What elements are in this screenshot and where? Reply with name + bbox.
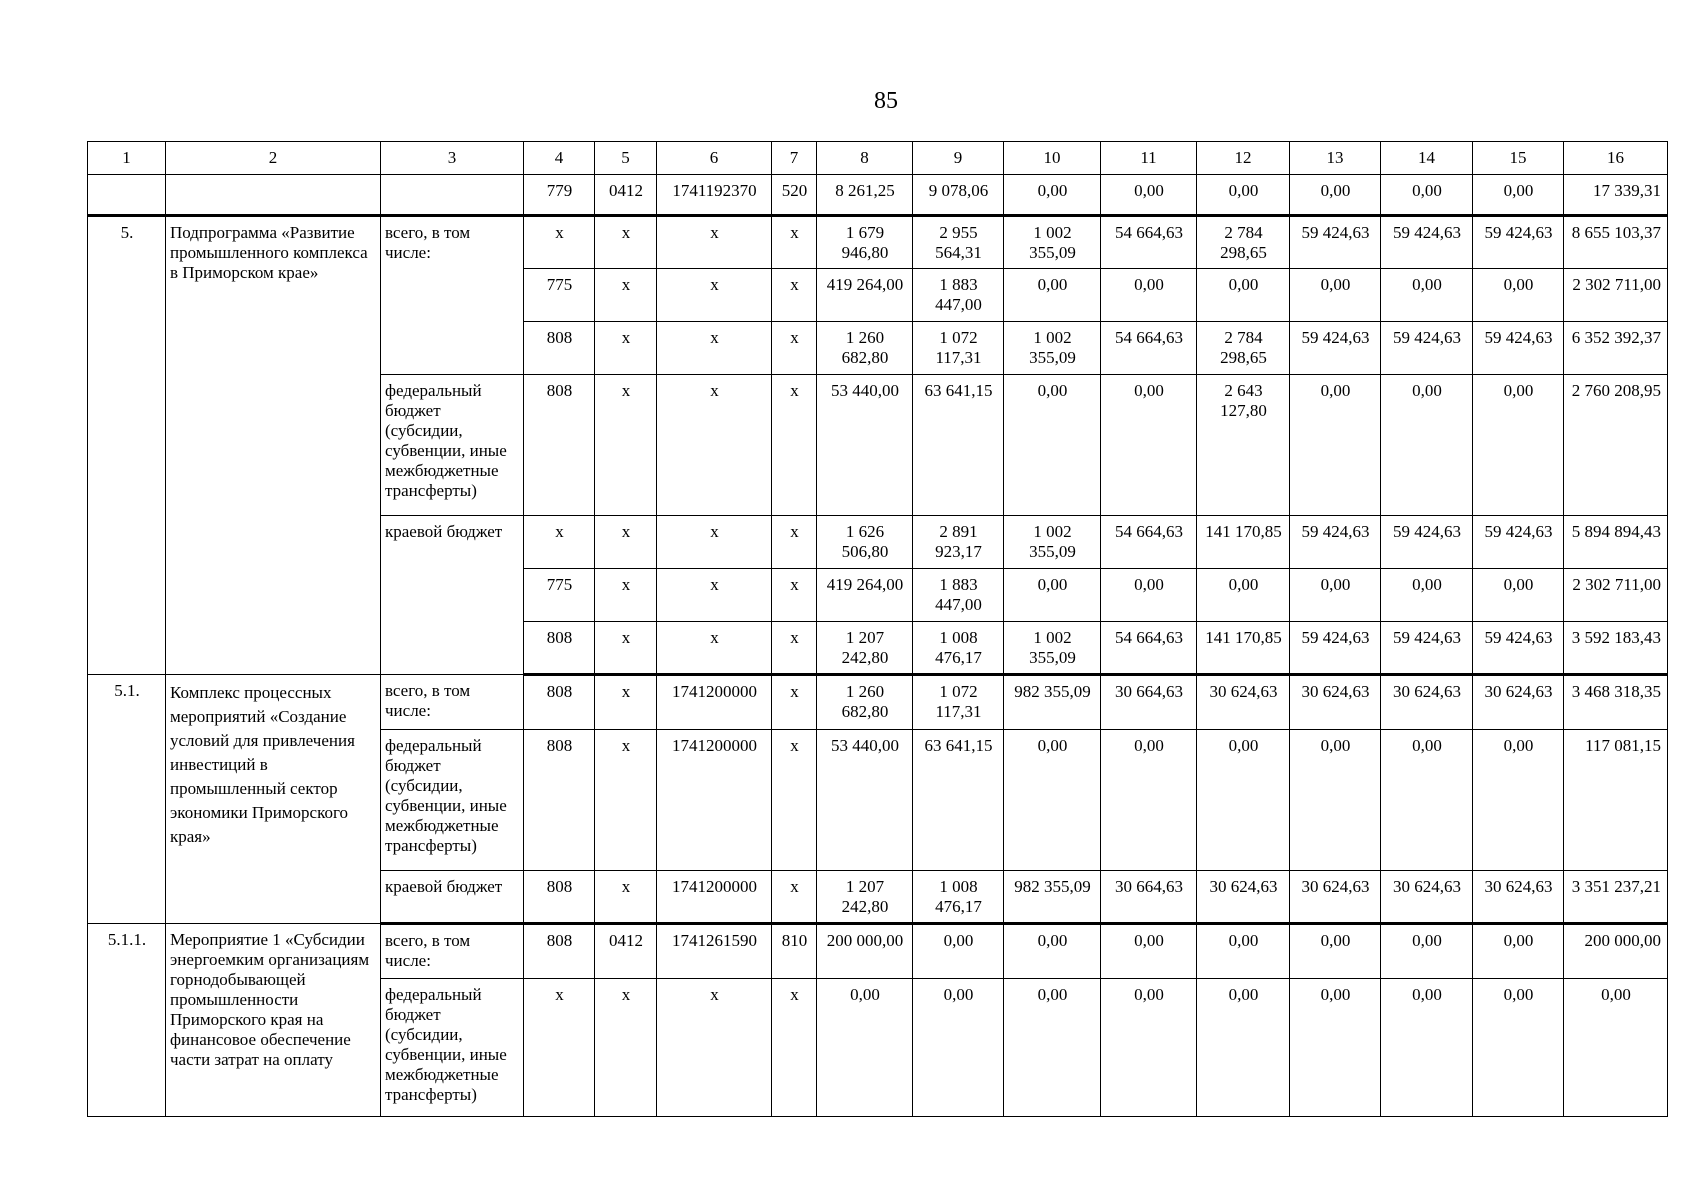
value-cell: 0,00 xyxy=(1101,924,1197,979)
value-cell: 0,00 xyxy=(1004,375,1101,516)
value-cell: 0,00 xyxy=(1473,569,1564,622)
value-cell: 59 424,63 xyxy=(1290,322,1381,375)
value-cell: 3 468 318,35 xyxy=(1564,675,1668,730)
value-cell: 0,00 xyxy=(1473,175,1564,216)
header-cell: 15 xyxy=(1473,142,1564,175)
value-cell: 30 624,63 xyxy=(1473,871,1564,924)
value-cell: x xyxy=(595,730,657,871)
value-cell: x xyxy=(657,979,772,1117)
value-cell: x xyxy=(595,269,657,322)
value-cell: x xyxy=(595,979,657,1117)
value-cell: 1 626 506,80 xyxy=(817,516,913,569)
value-cell: 2 784 298,65 xyxy=(1197,216,1290,269)
value-cell: x xyxy=(772,322,817,375)
header-cell: 16 xyxy=(1564,142,1668,175)
value-cell: 3 592 183,43 xyxy=(1564,622,1668,675)
value-cell: x xyxy=(524,979,595,1117)
value-cell: 2 891 923,17 xyxy=(913,516,1004,569)
value-cell: x xyxy=(595,516,657,569)
value-cell: 30 624,63 xyxy=(1381,871,1473,924)
row-source: всего, в том числе: xyxy=(381,924,524,979)
value-cell: 0,00 xyxy=(1101,269,1197,322)
value-cell: 1 207 242,80 xyxy=(817,871,913,924)
row-number xyxy=(88,175,166,216)
value-cell: 5 894 894,43 xyxy=(1564,516,1668,569)
value-cell: 419 264,00 xyxy=(817,569,913,622)
value-cell: 0,00 xyxy=(1197,730,1290,871)
value-cell: 0,00 xyxy=(1381,730,1473,871)
value-cell: x xyxy=(595,675,657,730)
value-cell: 0,00 xyxy=(1101,979,1197,1117)
header-cell: 2 xyxy=(166,142,381,175)
value-cell: 0,00 xyxy=(1101,569,1197,622)
value-cell: x xyxy=(524,516,595,569)
value-cell: 0,00 xyxy=(1197,269,1290,322)
value-cell: 0,00 xyxy=(913,924,1004,979)
value-cell: x xyxy=(595,622,657,675)
value-cell: 30 624,63 xyxy=(1290,675,1381,730)
value-cell: 808 xyxy=(524,675,595,730)
value-cell: 775 xyxy=(524,569,595,622)
value-cell: x xyxy=(657,375,772,516)
value-cell: 2 784 298,65 xyxy=(1197,322,1290,375)
value-cell: x xyxy=(772,516,817,569)
value-cell: 1 260 682,80 xyxy=(817,322,913,375)
value-cell: x xyxy=(595,322,657,375)
value-cell: 0412 xyxy=(595,924,657,979)
value-cell: 0,00 xyxy=(1290,175,1381,216)
value-cell: 59 424,63 xyxy=(1381,322,1473,375)
value-cell: 0,00 xyxy=(1290,924,1381,979)
value-cell: 9 078,06 xyxy=(913,175,1004,216)
value-cell: x xyxy=(772,979,817,1117)
value-cell: 810 xyxy=(772,924,817,979)
value-cell: 0,00 xyxy=(1004,730,1101,871)
value-cell: 59 424,63 xyxy=(1473,622,1564,675)
value-cell: 775 xyxy=(524,269,595,322)
row-name: Мероприятие 1 «Субсидии энергоемким организациям горнодобывающей промышленности Приморского края на финансовое обеспечение части затрат на оплату xyxy=(166,924,381,1117)
row-source: федеральный бюджет (субсидии, субвенции, иные межбюджетные трансферты) xyxy=(381,730,524,871)
value-cell: 59 424,63 xyxy=(1381,216,1473,269)
value-cell: x xyxy=(772,569,817,622)
row-source: краевой бюджет xyxy=(381,516,524,675)
value-cell: 53 440,00 xyxy=(817,730,913,871)
value-cell: 59 424,63 xyxy=(1290,216,1381,269)
value-cell: 808 xyxy=(524,322,595,375)
value-cell: 1 002 355,09 xyxy=(1004,216,1101,269)
header-cell: 4 xyxy=(524,142,595,175)
value-cell: 141 170,85 xyxy=(1197,622,1290,675)
value-cell: x xyxy=(772,269,817,322)
value-cell: 0,00 xyxy=(1381,269,1473,322)
value-cell: 1 679 946,80 xyxy=(817,216,913,269)
value-cell: x xyxy=(657,569,772,622)
value-cell: 808 xyxy=(524,924,595,979)
value-cell: x xyxy=(657,622,772,675)
value-cell: 117 081,15 xyxy=(1564,730,1668,871)
header-cell: 3 xyxy=(381,142,524,175)
value-cell: 1741192370 xyxy=(657,175,772,216)
value-cell: 59 424,63 xyxy=(1473,322,1564,375)
row-source: всего, в том числе: xyxy=(381,675,524,730)
value-cell: x xyxy=(772,375,817,516)
value-cell: 779 xyxy=(524,175,595,216)
value-cell: 0,00 xyxy=(1101,175,1197,216)
row-source: федеральный бюджет (субсидии, субвенции, иные межбюджетные трансферты) xyxy=(381,375,524,516)
row-number: 5. xyxy=(88,216,166,675)
value-cell: 1 002 355,09 xyxy=(1004,622,1101,675)
value-cell: x xyxy=(657,516,772,569)
value-cell: 2 302 711,00 xyxy=(1564,269,1668,322)
row-name: Комплекс процессных мероприятий «Создание условий для привлечения инвестиций в промышленный сектор экономики Приморского края» xyxy=(166,675,381,924)
value-cell: 1 072 117,31 xyxy=(913,675,1004,730)
value-cell: 0,00 xyxy=(1564,979,1668,1117)
value-cell: 0,00 xyxy=(1290,979,1381,1117)
value-cell: 0,00 xyxy=(1101,730,1197,871)
row-source: федеральный бюджет (субсидии, субвенции, иные межбюджетные трансферты) xyxy=(381,979,524,1117)
value-cell: 2 302 711,00 xyxy=(1564,569,1668,622)
row-name: Подпрограмма «Развитие промышленного комплекса в Приморском крае» xyxy=(166,216,381,675)
value-cell: 982 355,09 xyxy=(1004,675,1101,730)
value-cell: 200 000,00 xyxy=(817,924,913,979)
header-cell: 7 xyxy=(772,142,817,175)
value-cell: 0,00 xyxy=(1381,569,1473,622)
value-cell: 0,00 xyxy=(1381,979,1473,1117)
value-cell: 1 072 117,31 xyxy=(913,322,1004,375)
value-cell: 0,00 xyxy=(1473,979,1564,1117)
value-cell: 0,00 xyxy=(1004,924,1101,979)
value-cell: 419 264,00 xyxy=(817,269,913,322)
header-cell: 12 xyxy=(1197,142,1290,175)
header-cell: 1 xyxy=(88,142,166,175)
value-cell: 808 xyxy=(524,871,595,924)
value-cell: 0,00 xyxy=(1290,730,1381,871)
row-source: краевой бюджет xyxy=(381,871,524,924)
value-cell: 0,00 xyxy=(1473,375,1564,516)
table-row xyxy=(88,216,1668,269)
value-cell: x xyxy=(657,216,772,269)
value-cell: 200 000,00 xyxy=(1564,924,1668,979)
header-cell: 10 xyxy=(1004,142,1101,175)
value-cell: 2 760 208,95 xyxy=(1564,375,1668,516)
value-cell: x xyxy=(524,216,595,269)
value-cell: x xyxy=(772,675,817,730)
value-cell: 59 424,63 xyxy=(1473,516,1564,569)
value-cell: 59 424,63 xyxy=(1473,216,1564,269)
header-cell: 11 xyxy=(1101,142,1197,175)
value-cell: 54 664,63 xyxy=(1101,216,1197,269)
value-cell: 54 664,63 xyxy=(1101,516,1197,569)
table-row xyxy=(88,175,1668,216)
value-cell: 6 352 392,37 xyxy=(1564,322,1668,375)
value-cell: 59 424,63 xyxy=(1381,516,1473,569)
value-cell: 30 624,63 xyxy=(1381,675,1473,730)
value-cell: 59 424,63 xyxy=(1290,622,1381,675)
value-cell: 0,00 xyxy=(1004,569,1101,622)
value-cell: 808 xyxy=(524,375,595,516)
value-cell: 1741200000 xyxy=(657,730,772,871)
value-cell: 30 664,63 xyxy=(1101,675,1197,730)
page-number: 85 xyxy=(874,88,898,114)
value-cell: 3 351 237,21 xyxy=(1564,871,1668,924)
value-cell: 1 002 355,09 xyxy=(1004,322,1101,375)
value-cell: 30 624,63 xyxy=(1197,675,1290,730)
value-cell: 0,00 xyxy=(1004,269,1101,322)
value-cell: x xyxy=(772,871,817,924)
row-number: 5.1.1. xyxy=(88,924,166,1117)
value-cell: 982 355,09 xyxy=(1004,871,1101,924)
value-cell: 0,00 xyxy=(1473,924,1564,979)
value-cell: 0,00 xyxy=(1473,269,1564,322)
value-cell: 0,00 xyxy=(1197,979,1290,1117)
value-cell: 0,00 xyxy=(1197,569,1290,622)
value-cell: 1741200000 xyxy=(657,871,772,924)
value-cell: 54 664,63 xyxy=(1101,322,1197,375)
value-cell: 8 655 103,37 xyxy=(1564,216,1668,269)
budget-table xyxy=(87,141,1668,1117)
value-cell: x xyxy=(595,375,657,516)
row-source: всего, в том числе: xyxy=(381,216,524,375)
header-cell: 14 xyxy=(1381,142,1473,175)
value-cell: x xyxy=(595,871,657,924)
value-cell: x xyxy=(772,622,817,675)
value-cell: 8 261,25 xyxy=(817,175,913,216)
value-cell: 520 xyxy=(772,175,817,216)
value-cell: 1 260 682,80 xyxy=(817,675,913,730)
value-cell: 0,00 xyxy=(1290,569,1381,622)
value-cell: 808 xyxy=(524,622,595,675)
value-cell: x xyxy=(595,569,657,622)
value-cell: x xyxy=(772,730,817,871)
value-cell: 0,00 xyxy=(1381,175,1473,216)
value-cell: 54 664,63 xyxy=(1101,622,1197,675)
value-cell: 1741261590 xyxy=(657,924,772,979)
row-number: 5.1. xyxy=(88,675,166,924)
value-cell: 808 xyxy=(524,730,595,871)
value-cell: 141 170,85 xyxy=(1197,516,1290,569)
header-cell: 8 xyxy=(817,142,913,175)
value-cell: 2 643 127,80 xyxy=(1197,375,1290,516)
value-cell: 0,00 xyxy=(1004,175,1101,216)
value-cell: 59 424,63 xyxy=(1290,516,1381,569)
value-cell: 63 641,15 xyxy=(913,730,1004,871)
value-cell: 17 339,31 xyxy=(1564,175,1668,216)
value-cell: 0,00 xyxy=(1381,375,1473,516)
value-cell: 0,00 xyxy=(1197,924,1290,979)
value-cell: 1 883 447,00 xyxy=(913,269,1004,322)
value-cell: 1 883 447,00 xyxy=(913,569,1004,622)
value-cell: 0,00 xyxy=(1381,924,1473,979)
value-cell: 0,00 xyxy=(913,979,1004,1117)
value-cell: x xyxy=(657,322,772,375)
header-cell: 13 xyxy=(1290,142,1381,175)
value-cell: 0,00 xyxy=(1004,979,1101,1117)
value-cell: x xyxy=(657,269,772,322)
header-row xyxy=(88,142,1668,175)
value-cell: 0,00 xyxy=(817,979,913,1117)
header-cell: 5 xyxy=(595,142,657,175)
table-row xyxy=(88,924,1668,979)
value-cell: 30 624,63 xyxy=(1473,675,1564,730)
value-cell: x xyxy=(772,216,817,269)
value-cell: 0,00 xyxy=(1290,269,1381,322)
value-cell: 0,00 xyxy=(1290,375,1381,516)
value-cell: x xyxy=(595,216,657,269)
value-cell: 30 624,63 xyxy=(1290,871,1381,924)
table-row xyxy=(88,675,1668,730)
value-cell: 59 424,63 xyxy=(1381,622,1473,675)
value-cell: 0,00 xyxy=(1473,730,1564,871)
value-cell: 63 641,15 xyxy=(913,375,1004,516)
value-cell: 0412 xyxy=(595,175,657,216)
value-cell: 1741200000 xyxy=(657,675,772,730)
value-cell: 0,00 xyxy=(1197,175,1290,216)
value-cell: 1 008 476,17 xyxy=(913,871,1004,924)
value-cell: 30 624,63 xyxy=(1197,871,1290,924)
row-name xyxy=(166,175,381,216)
value-cell: 1 008 476,17 xyxy=(913,622,1004,675)
value-cell: 53 440,00 xyxy=(817,375,913,516)
value-cell: 2 955 564,31 xyxy=(913,216,1004,269)
header-cell: 6 xyxy=(657,142,772,175)
value-cell: 1 002 355,09 xyxy=(1004,516,1101,569)
header-cell: 9 xyxy=(913,142,1004,175)
value-cell: 0,00 xyxy=(1101,375,1197,516)
value-cell: 30 664,63 xyxy=(1101,871,1197,924)
value-cell: 1 207 242,80 xyxy=(817,622,913,675)
row-source xyxy=(381,175,524,216)
